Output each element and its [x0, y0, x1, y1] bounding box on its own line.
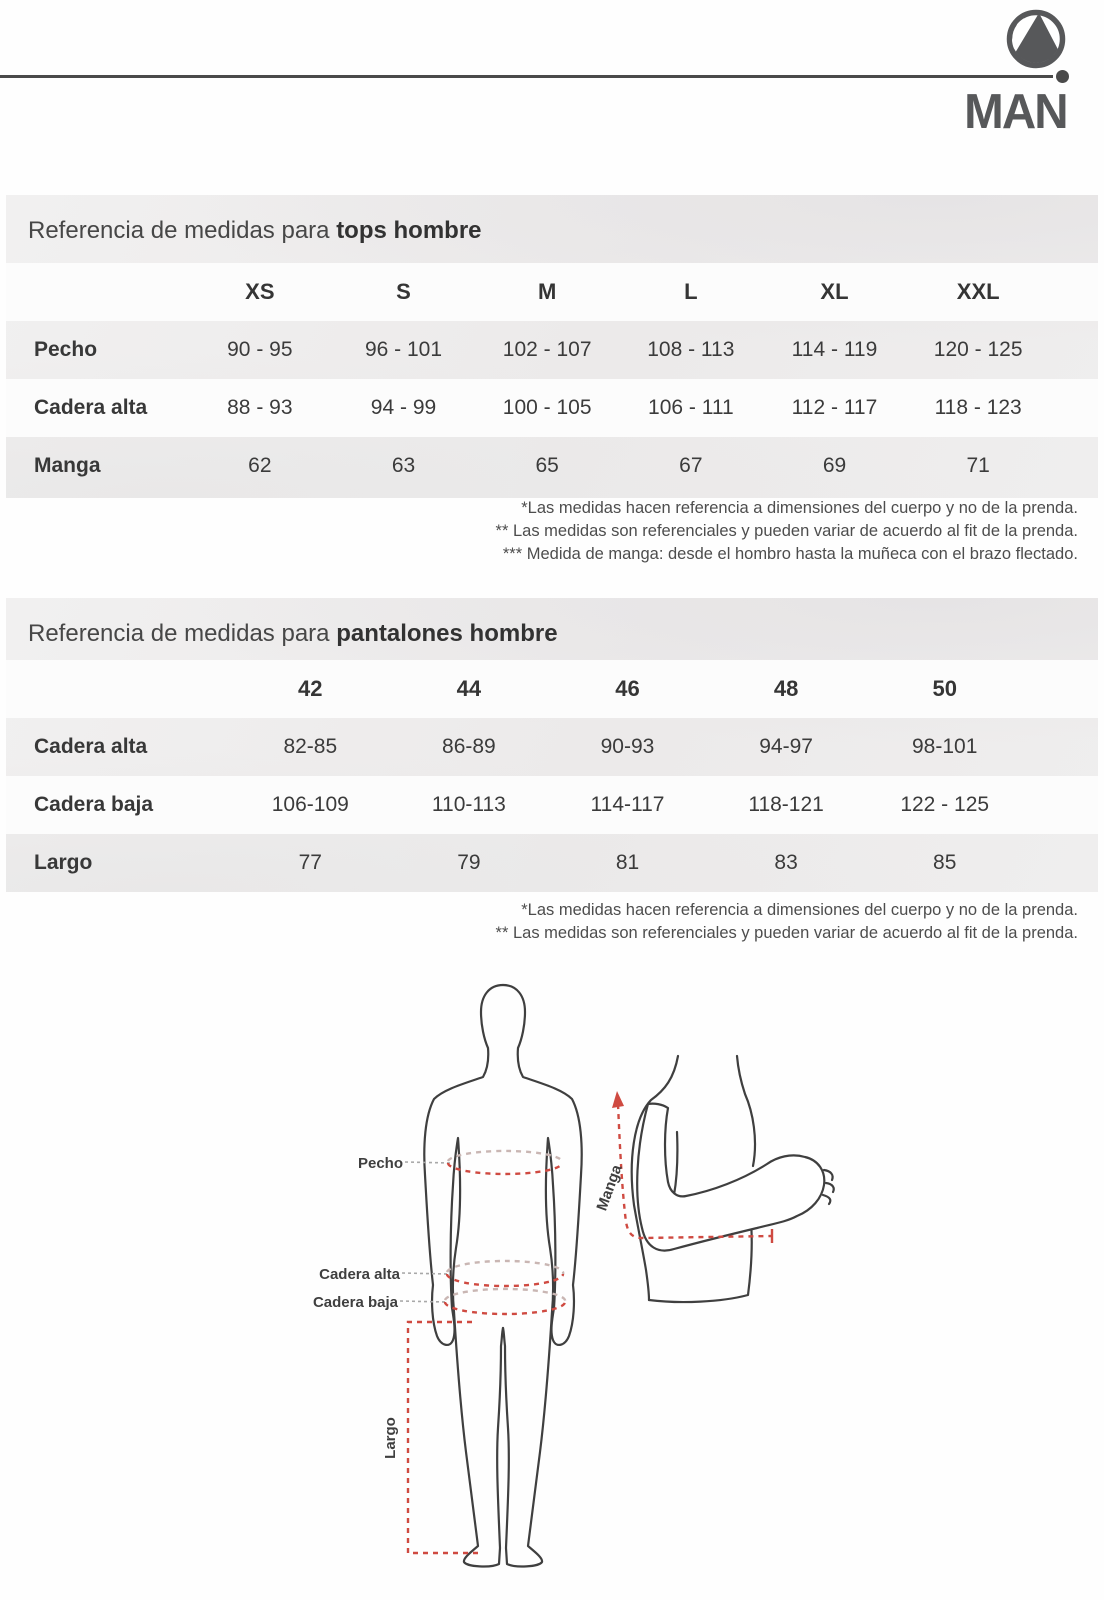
body-measurement-diagram	[260, 960, 850, 1600]
side-arm-outline	[637, 1104, 824, 1251]
size-header: XXL	[956, 279, 1000, 304]
row-label: Cadera alta	[34, 735, 148, 758]
measure-cell: 96 - 101	[364, 338, 443, 361]
measure-cell: 79	[457, 851, 481, 874]
high-hip-measure-arc-top	[447, 1261, 563, 1274]
chest-measure-arc	[448, 1163, 562, 1174]
size-header: 50	[932, 676, 957, 701]
header-rule	[0, 75, 1053, 78]
footnote: ** Las medidas son referenciales y pueden variar de acuerdo al fit de la prenda.	[495, 522, 1078, 540]
footnote: *** Medida de manga: desde el hombro hasta la muñeca con el brazo flectado.	[502, 545, 1078, 563]
measure-cell: 77	[298, 851, 322, 874]
row-label: Cadera alta	[34, 396, 148, 419]
pants-title-bold: pantalones hombre	[336, 620, 558, 647]
measure-cell: 118-121	[748, 793, 824, 816]
row-label: Manga	[34, 454, 101, 477]
measure-cell: 71	[966, 454, 990, 477]
measure-cell: 83	[774, 851, 798, 874]
table-row-cadera-baja	[6, 776, 1098, 834]
measure-cell: 94 - 99	[370, 396, 437, 419]
measure-cell: 108 - 113	[647, 338, 735, 361]
measure-cell: 106 - 111	[648, 396, 734, 419]
measure-cell: 88 - 93	[227, 396, 293, 419]
pants-header-row	[6, 660, 1098, 718]
side-body-outline	[632, 1056, 834, 1302]
manga-label: Manga	[593, 1162, 626, 1214]
low-hip-measure-arc-top	[445, 1289, 565, 1302]
measure-cell: 69	[822, 454, 847, 477]
measure-cell: 102 - 107	[502, 338, 592, 361]
tops-title-prefix: Referencia de medidas para	[28, 217, 337, 244]
measure-cell: 90 - 95	[227, 338, 293, 361]
row-label: Cadera baja	[34, 793, 154, 816]
table-row-largo	[6, 834, 1098, 892]
measure-cell: 120 - 125	[933, 338, 1023, 361]
footnote: *Las medidas hacen referencia a dimensiones del cuerpo y no de la prenda.	[521, 499, 1078, 517]
measure-cell: 122 - 125	[900, 793, 990, 816]
measure-cell: 114-117	[590, 793, 665, 816]
pants-footnotes	[496, 899, 1078, 945]
size-header: XS	[245, 279, 275, 304]
tops-size-section	[6, 195, 1098, 498]
measure-cell: 98-101	[912, 735, 978, 758]
footnote: ** Las medidas son referenciales y pueden variar de acuerdo al fit de la prenda.	[495, 924, 1078, 942]
table-row-pecho	[6, 321, 1098, 379]
size-header: 46	[615, 676, 640, 701]
measurement-marks	[408, 1104, 772, 1553]
measure-cell: 100 - 105	[502, 396, 592, 419]
largo-label: Largo	[382, 1417, 399, 1459]
measure-cell: 94-97	[759, 735, 813, 758]
high-hip-measure-arc	[447, 1274, 563, 1286]
measure-cell: 118 - 123	[934, 396, 1022, 419]
measure-cell: 67	[679, 454, 703, 477]
chest-measure-arc-top	[448, 1151, 562, 1163]
row-label: Pecho	[34, 338, 98, 361]
tops-header-row	[6, 263, 1098, 321]
tops-footnotes	[496, 497, 1078, 566]
size-header: S	[396, 279, 411, 304]
table-row-cadera-alta	[6, 718, 1098, 776]
pants-section-title	[6, 598, 1098, 660]
pecho-label: Pecho	[357, 1155, 403, 1172]
size-header: L	[684, 279, 698, 304]
measure-cell: 82-85	[283, 735, 338, 758]
measure-cell: 62	[248, 454, 272, 477]
measure-cell: 81	[615, 851, 640, 874]
brand-wordmark: MAN	[964, 85, 1067, 139]
footnote: *Las medidas hacen referencia a dimensiones del cuerpo y no de la prenda.	[521, 901, 1078, 919]
tops-title-bold: tops hombre	[336, 217, 482, 244]
measure-cell: 112 - 117	[791, 396, 878, 419]
length-measure-bracket	[408, 1322, 478, 1553]
measure-cell: 110-113	[431, 793, 506, 816]
measure-cell: 65	[535, 454, 559, 477]
pants-title-prefix: Referencia de medidas para	[28, 620, 337, 647]
tops-section-title	[6, 195, 1098, 263]
size-header: 48	[773, 676, 799, 701]
measure-cell: 106-109	[271, 793, 349, 816]
cadera-baja-label: Cadera baja	[312, 1294, 398, 1311]
size-header: XL	[820, 279, 849, 304]
table-row-manga	[6, 437, 1098, 495]
row-label: Largo	[34, 851, 93, 874]
measure-cell: 86-89	[442, 735, 496, 758]
pants-size-section	[6, 598, 1098, 892]
table-row-cadera-alta	[6, 379, 1098, 437]
size-header: M	[538, 279, 557, 304]
measure-cell: 85	[933, 851, 957, 874]
cadera-alta-label: Cadera alta	[319, 1266, 400, 1283]
low-hip-measure-arc	[445, 1302, 565, 1314]
sleeve-measure-arrowhead	[612, 1091, 624, 1108]
measure-cell: 114 - 119	[791, 338, 878, 361]
measure-cell: 63	[391, 454, 416, 477]
header-rule-dot	[1056, 70, 1069, 83]
size-header: 42	[298, 676, 323, 701]
measure-cell: 90-93	[600, 735, 655, 758]
size-header: 44	[456, 676, 482, 701]
